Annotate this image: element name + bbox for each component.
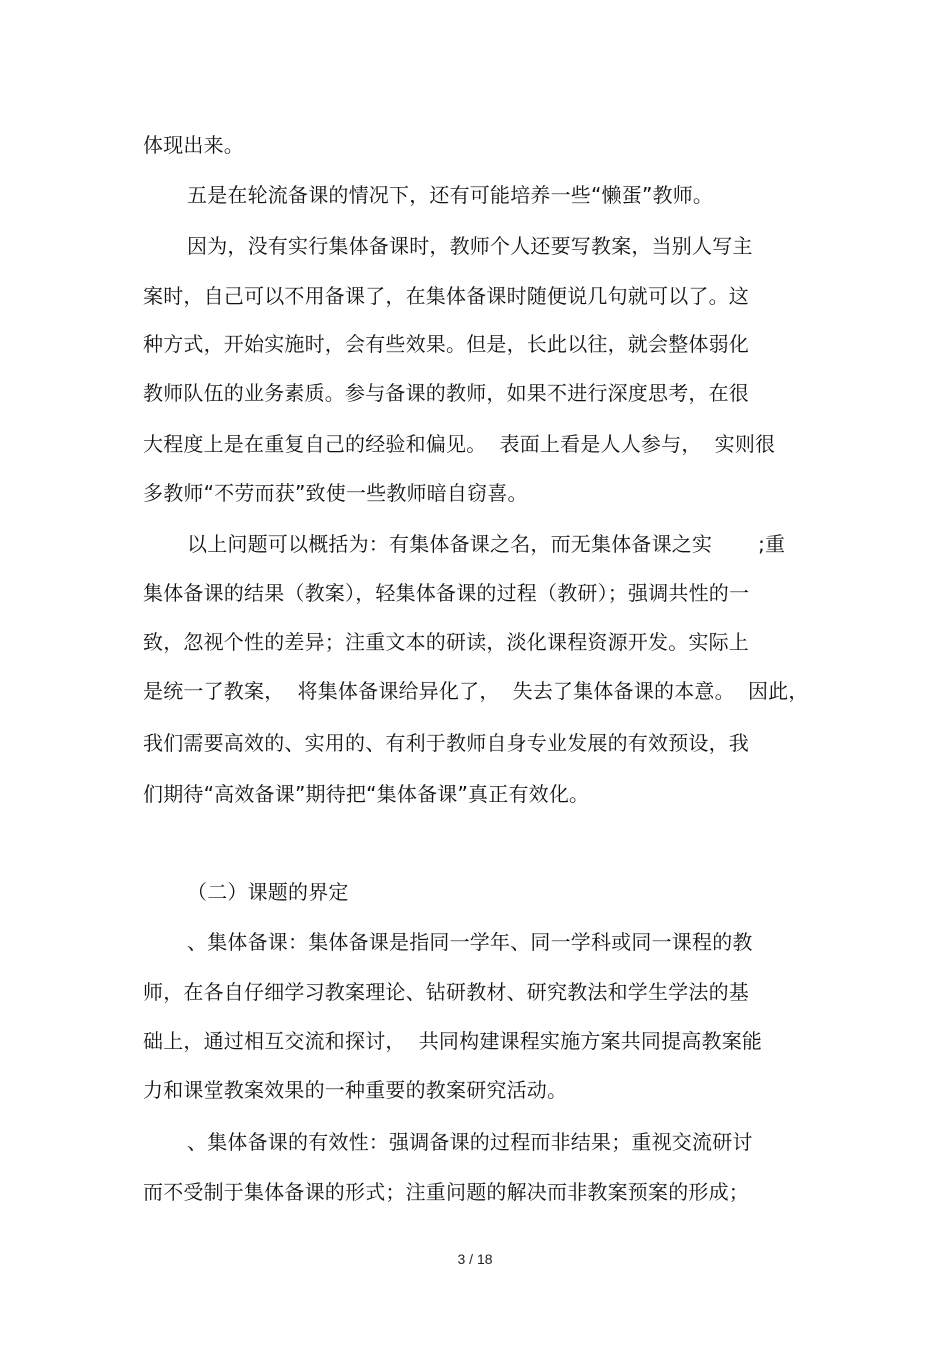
text-line: 体现出来。 [143,133,244,157]
text-line: 案时，自己可以不用备课了，在集体备课时随便说几句就可以了。这 [143,284,749,308]
text-line: 以上问题可以概括为：有集体备课之名，而无集体备课之实 ;重 [187,532,786,556]
text-line: 础上，通过相互交流和探讨， 共同构建课程实施方案共同提高教案能 [143,1029,763,1053]
text-line: 师，在各自仔细学习教案理论、钻研教材、研究教法和学生学法的基 [143,980,749,1004]
text-line: 们期待“高效备课”期待把“集体备课”真正有效化。 [143,782,590,806]
text-line: 教师队伍的业务素质。参与备课的教师，如果不进行深度思考，在很 [143,381,749,405]
text-line: 致，忽视个性的差异；注重文本的研读，淡化课程资源开发。实际上 [143,630,749,654]
text-line: 、集体备课：集体备课是指同一学年、同一学科或同一课程的教 [187,930,753,954]
text-line: 种方式，开始实施时，会有些效果。但是，长此以往，就会整体弱化 [143,332,749,356]
text-line: 集体备课的结果（教案），轻集体备课的过程（教研）；强调共性的一 [143,581,750,605]
page-number: 3 / 18 [457,1251,493,1267]
text-line: 五是在轮流备课的情况下，还有可能培养一些“懒蛋”教师。 [187,183,714,207]
text-line: 、集体备课的有效性：强调备课的过程而非结果；重视交流研讨 [187,1130,753,1154]
text-line: 我们需要高效的、实用的、有利于教师自身专业发展的有效预设，我 [143,731,749,755]
text-line: 多教师“不劳而获”致使一些教师暗自窃喜。 [143,481,528,505]
section-heading: （二）课题的界定 [187,880,349,904]
text-line: 是统一了教案， 将集体备课给异化了， 失去了集体备课的本意。 因此， [143,679,809,703]
text-line: 力和课堂教案效果的一种重要的教案研究活动。 [143,1078,568,1102]
text-line: 大程度上是在重复自己的经验和偏见。 表面上看是人人参与， 实则很 [143,432,776,456]
text-line: 因为，没有实行集体备课时，教师个人还要写教案，当别人写主 [187,234,753,258]
text-line: 而不受制于集体备课的形式；注重问题的解决而非教案预案的形成； [143,1180,749,1204]
